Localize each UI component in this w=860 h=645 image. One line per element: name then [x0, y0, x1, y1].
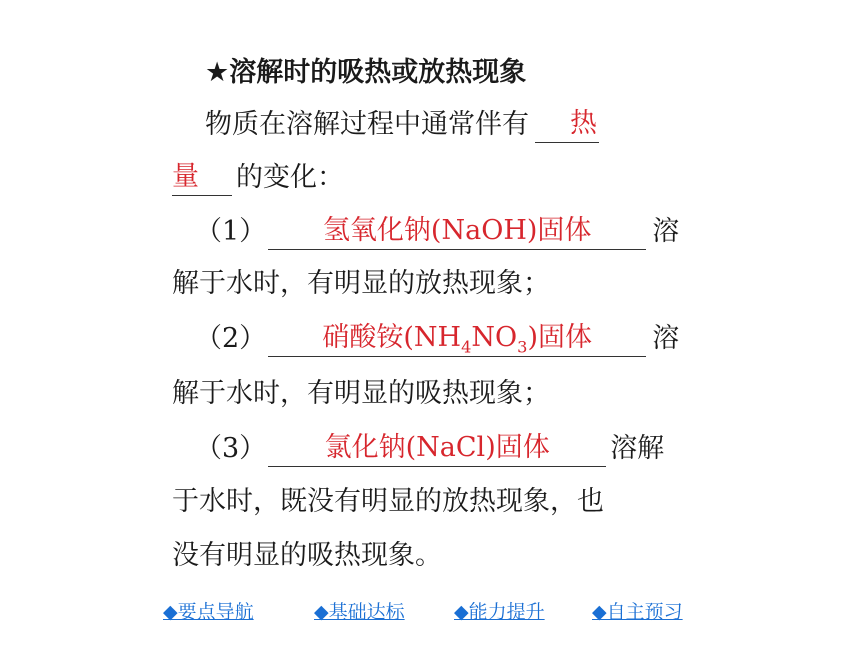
item-1-line-1	[195, 213, 679, 250]
intro-line-1	[205, 106, 599, 143]
item-2-answer-sub1: 4	[461, 337, 472, 357]
item-2-line-2: 解于水时，有明显的吸热现象；	[172, 378, 550, 409]
intro-text-2: 的变化：	[236, 162, 344, 193]
item-3-after: 溶解	[610, 433, 665, 464]
item-3-answer: 氯化钠(NaCl)固体	[324, 432, 550, 463]
intro-line-2	[172, 159, 344, 196]
item-3-blank	[268, 430, 606, 467]
item-1-after: 溶	[652, 216, 680, 247]
item-1-number: （1）	[195, 216, 267, 247]
item-3-line-3: 没有明显的吸热现象。	[172, 540, 442, 571]
page-title: ★溶解时的吸热或放热现象	[205, 57, 527, 88]
item-2-line-1	[195, 320, 679, 357]
nav-link-preview[interactable]: ◆自主预习	[592, 601, 683, 623]
intro-blank-1	[535, 106, 599, 143]
item-1-blank	[268, 213, 646, 250]
item-1-line-2: 解于水时，有明显的放热现象；	[172, 268, 550, 299]
item-1-answer: 氢氧化钠(NaOH)固体	[322, 215, 592, 246]
item-2-after: 溶	[652, 323, 680, 354]
item-3-line-2: 于水时，既没有明显的放热现象，也	[172, 486, 604, 517]
nav-link-key-points[interactable]: ◆要点导航	[163, 601, 254, 623]
intro-text: 物质在溶解过程中通常伴有	[205, 109, 529, 140]
item-2-answer-b: NO	[471, 322, 518, 353]
item-2-answer-a: 硝酸铵(NH	[322, 322, 462, 353]
item-2-answer-sub2: 3	[517, 337, 528, 357]
bottom-nav	[0, 597, 860, 623]
nav-link-basic[interactable]: ◆基础达标	[314, 601, 405, 623]
item-2-blank	[268, 320, 646, 357]
nav-link-ability[interactable]: ◆能力提升	[454, 601, 545, 623]
intro-answer-1: 热	[570, 108, 597, 139]
intro-blank-2	[172, 159, 232, 196]
intro-answer-2: 量	[172, 161, 199, 192]
item-2-number: （2）	[195, 323, 267, 354]
item-3-number: （3）	[195, 433, 267, 464]
item-2-answer-c: )固体	[527, 322, 593, 353]
item-3-line-1	[195, 430, 664, 467]
